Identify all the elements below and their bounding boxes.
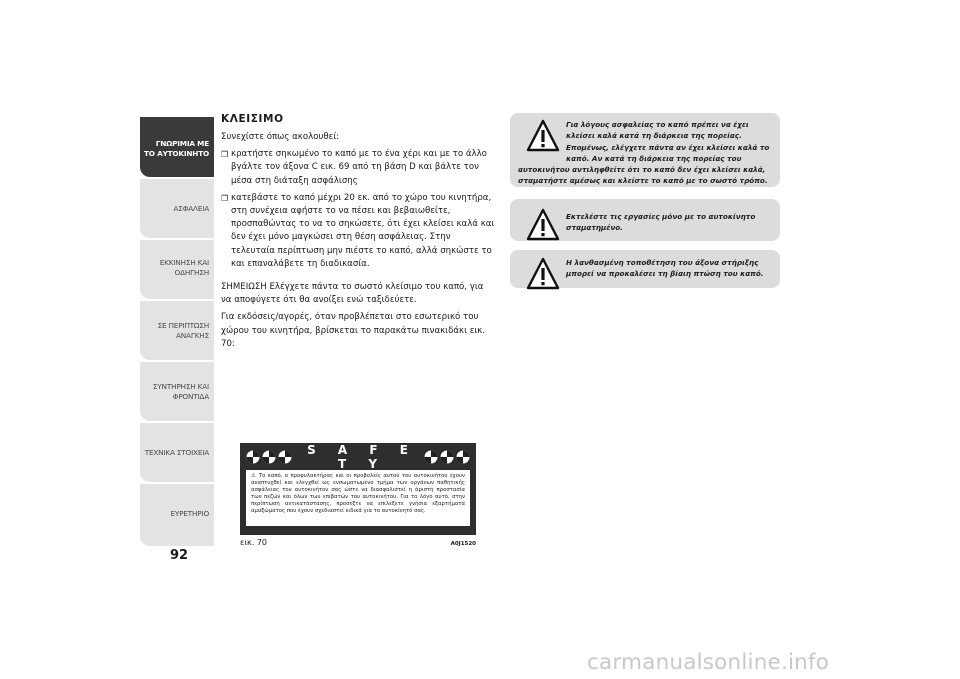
list-item: [221, 192, 495, 271]
warning-text: Η λανθασμένη τοποθέτηση του άξονα στήριξης μπορεί να προκαλέσει τη βίαιη πτώση του καπό.: [566, 258, 764, 279]
warning-box: [510, 250, 780, 288]
warning-box: [510, 113, 780, 187]
sidebar-tab-safety[interactable]: [140, 179, 214, 238]
intro-text: Συνεχίστε όπως ακολουθεί:: [221, 132, 340, 142]
section-heading: ΚΛΕΙΣΙΜΟ: [221, 113, 284, 125]
target-discs-right: [424, 450, 470, 464]
checkered-disc-icon: [262, 450, 276, 464]
main-column: [221, 113, 495, 355]
safety-word: S A F E T Y: [307, 443, 417, 471]
warning-box: [510, 199, 780, 241]
sidebar-tab-getting-to-know[interactable]: [140, 117, 214, 177]
list-item: [221, 148, 495, 188]
warning-triangle-icon: [526, 257, 560, 291]
list-item-text: κρατήστε σηκωμένο το καπό με το ένα χέρι και με το άλλο βγάλτε τον άξονα C εικ. 69 από τη βάση D και βάλτε τον μέσα στη διάταξη ασφάλισης: [231, 149, 487, 186]
warning-text: Εκτελέστε τις εργασίες μόνο με το αυτοκίνητο σταματημένο.: [566, 212, 756, 233]
paragraph-text: Για εκδόσεις/αγορές, όταν προβλέπεται στο εσωτερικό του χώρου του κινητήρα, βρίσκεται το παρακάτω πινακιδάκι εικ. 70:: [221, 312, 486, 349]
safety-label-image: [240, 443, 476, 535]
figure-number: εικ. 70: [240, 538, 268, 547]
sidebar-tab-label: ΤΕΧΝΙΚΑ ΣΤΟΙΧΕΙΑ: [144, 448, 209, 457]
watermark: carmanualsonline.info: [587, 650, 830, 675]
sidebar-tab-starting-driving[interactable]: [140, 240, 214, 299]
figure-code: A0J1520: [450, 541, 476, 547]
safety-banner: [246, 443, 470, 471]
sidebar-tab-emergency[interactable]: [140, 301, 214, 360]
checkered-disc-icon: [278, 450, 292, 464]
checkered-disc-icon: [440, 450, 454, 464]
note-text: ΣΗΜΕΙΩΣΗ Ελέγχετε πάντα το σωστό κλείσιμο του καπό, για να αποφύγετε ότι θα ανοίξει ενώ ταξιδεύετε.: [221, 282, 484, 306]
sidebar-tab-maintenance[interactable]: [140, 362, 214, 421]
list-item-text: κατεβάστε το καπό μέχρι 20 εκ. από το χώρο του κινητήρα, στη συνέχεια αφήστε το να πέσει και βεβαιωθείτε, προσπαθώντας το να το σηκώσετε, ότι έχει κλείσει καλά και δεν έχει μόνο μαγκώσει στη θέση ασφάλειας. Στην τελευταία περίπτωση μην πιέστε το καπό, αλλά σηκώστε το και επαναλάβετε τη διαδικασία.: [231, 192, 495, 269]
warning-triangle-icon: [526, 208, 560, 242]
checkbox-bullet-icon: ❒: [221, 150, 229, 160]
safety-label-text: ⚠ Το καπό, ο προφυλακτήρας και οι προβολείς αυτού του αυτοκινήτου έχουν αναπτυχθεί και ελεγχθεί ως ενσωματωμένο τμήμα των οργάνων παθητικής ασφάλειας του αυτοκινήτου σας ώστε να διασφαλιστεί η άριστη προστασία των πεζών και όλων των επιβατών του αυτοκινήτου. Για το λόγο αυτό, στην περίπτωση αντικατάστασης, προσέξτε να επιλέξετε γνήσια εξαρτήματα αμαξώματος που έχουν σχεδιαστεί ειδικά για το αυτοκίνητό σας.: [246, 470, 470, 526]
figure-caption: [240, 538, 476, 547]
target-discs-left: [246, 450, 292, 464]
sidebar-tab-index[interactable]: [140, 484, 214, 546]
checkered-disc-icon: [456, 450, 470, 464]
sidebar-tab-label: ΕΚΚΙΝΗΣΗ ΚΑΙ ΟΔΗΓΗΣΗ: [159, 258, 209, 277]
sidebar-tab-label: ΣΥΝΤΗΡΗΣΗ ΚΑΙ ΦΡΟΝΤΙΔΑ: [152, 382, 209, 401]
warning-text: Για λόγους ασφαλείας το καπό πρέπει να έχει κλείσει καλά κατά τη διάρκεια της πορείας. Επομένως, ελέγχετε πάντα αν έχει κλείσει καλά το καπό. Αν κατά τη διάρκεια της πορείας του αυτοκινήτου αντιληφθείτε ότι το καπό δεν έχει κλείσει καλά, σταματήστε αμέσως και κλείστε το καπό με το σωστό τρόπο.: [518, 120, 770, 186]
sidebar-tab-technical[interactable]: [140, 423, 214, 482]
sidebar-tab-label: ΓΝΩΡΙΜΙΑ ΜΕ ΤΟ ΑΥΤΟΚΙΝΗΤΟ: [144, 139, 209, 158]
checkered-disc-icon: [424, 450, 438, 464]
page-number: 92: [170, 548, 189, 563]
sidebar-tab-label: ΣΕ ΠΕΡΙΠΤΩΣΗ ΑΝΑΓΚΗΣ: [157, 321, 209, 340]
sidebar-tab-label: ΑΣΦΑΛΕΙΑ: [173, 204, 209, 213]
checkbox-bullet-icon: ❒: [221, 193, 229, 203]
sidebar-tab-label: ΕΥΡΕΤΗΡΙΟ: [170, 509, 209, 518]
figure-70: [240, 443, 476, 547]
warning-triangle-icon: [526, 119, 560, 153]
checkered-disc-icon: [246, 450, 260, 464]
